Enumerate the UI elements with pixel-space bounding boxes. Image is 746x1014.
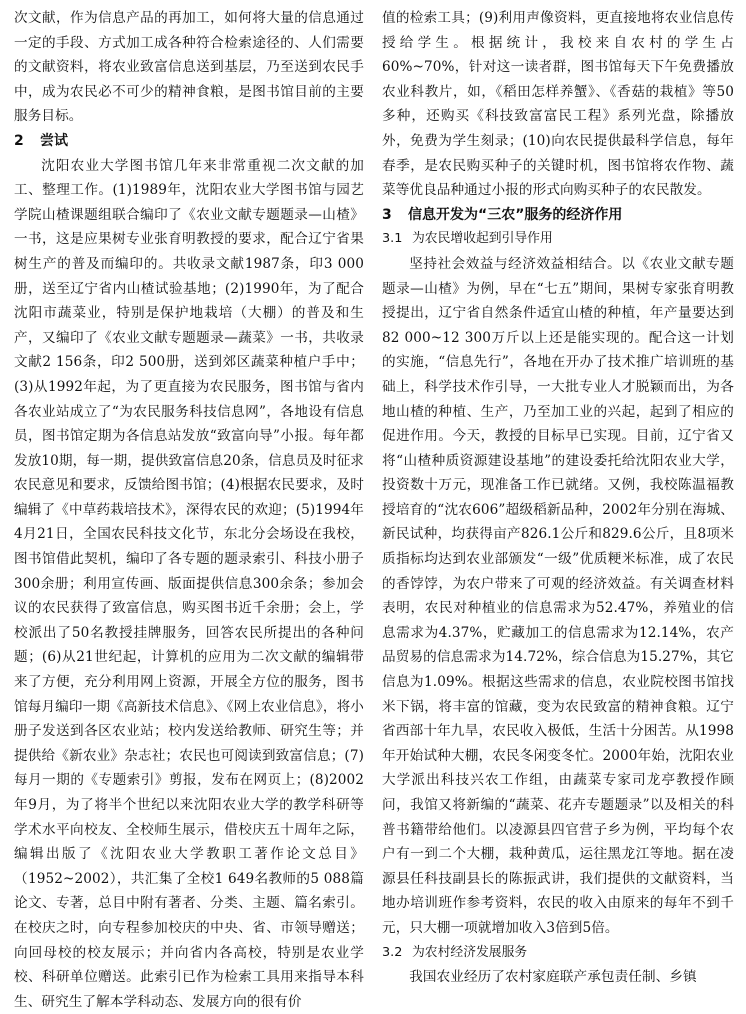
subsection-title: 为农村经济发展服务 (412, 944, 528, 960)
section-2-paragraph: 沈阳农业大学图书馆几年来非常重视二次文献的加工、整理工作。(1)1989年，沈阳农业大学图书馆与园艺学院山楂课题组联合编印了《农业文献专题题录—山楂》一书，这是应果树专业张育明教授的要求，配合辽宁省果树生产的普及而编印的。共收录文献1987条，印3 000册，送至辽宁省内山楂试验基地；(2)1990年，为了配合沈阳市蔬菜业，特别是保护地栽培（大棚）的普及和生产，又编印了《农业文献专题题录—蔬菜》一书，共收录文献2 156条，印2 500册，送到郊区蔬菜种植户手中；(3)从1992年起，为了更直接为农民服务，图书馆与省内各农业站成立了“为农民服务科技信息网”，各地设有信息员，图书馆定期为各信息站发放“致富向导”小报。每年都发放10期，每一期，提供致富信息20条，信息员及时征求农民意见和要求，反馈给图书馆；(4)根据农民要求，及时编辑了《中草药栽培技术》，深得农民的欢迎；(5)1994年4月21日，全国农民科技文化节，东北分会场设在我校，图书馆借此契机，编印了各专题的题录索引、科技小册子300余册；利用宣传画、版面提供信息300余条；参加会议的农民获得了致富信息，购买图书近千余册；会上，学校派出了50名教授挂牌服务，回答农民所提出的各种问题；(6)从21世纪起，计算机的应用为二次文献的编辑带来了方便，充分利用网上资源，开展全方位的服务，图书馆每月编印一期《高新技术信息》、《网上农业信息》，将小册子发送到各区农业站；校内发送给教师、研究生等；并提供给《新农业》杂志社；农民也可阅读到致富信息；(7)每月一期的《专题索引》剪报，发布在网页上；(8)2002年9月，为了将半个世纪以来沈阳农业大学的教学科研等学术水平向校友、全校师生展示，借校庆五十周年之际，编辑出版了《沈阳农业大学教职工著作论文总目》（1952~2002），共汇集了全校1 649名教师的5 088篇论文、专著，总目中附有著者、分类、主题、篇名索引。在校庆之时，向专程参加校庆的中央、省、市领导赠送；向回母校的校友展示；并向省内各高校，特别是农业学校、科研单位赠送。此索引已作为检索工具用来指导本科生、研究生了解本学科动态、发展方向的很有价 (14, 157, 364, 1010)
section-3-2-paragraph: 我国农业经历了农村家庭联产承包责任制、乡镇 (409, 969, 697, 986)
left-column (14, 6, 364, 1014)
subsection-number: 3.1 (382, 231, 403, 247)
section-title: 信息开发为“三农”服务的经济作用 (408, 206, 623, 223)
section-3-1-paragraph: 坚持社会效益与经济效益相结合。以《农业文献专题题录—山楂》为例，早在“七五”期间，果树专家张育明教授提出，辽宁省自然条件适宜山楂的种植，年产量要达到82 000~12 300万斤以上还是能实现的。配合这一计划的实施，“信息先行”，各地在开办了技术推广培训班的基础上，科学技术作引导，一大批专业人才脱颖而出，为各地山楂的种植、生产，乃至加工业的兴起，起到了相应的促进作用。今天，教授的目标早已实现。目前，辽宁省又将“山楂种质资源建设基地”的建设委托给沈阳农业大学，投资数十万元，现准备工作已就绪。又例，我校陈温福教授培育的“沈农606”超级稻新品种，2002年分别在海城、新民试种，均获得亩产826.1公斤和829.6公斤，且8项米质指标均达到农业部颁发“一级”优质粳米标准，成了农民的香饽饽，为农户带来了可观的经济效益。有关调查材料表明，农民对种植业的信息需求为52.47%，养殖业的信息需求为4.37%，贮藏加工的信息需求为12.14%，农产品贸易的信息需求为14.72%，综合信息为15.27%，其它信息为1.09%。根据这些需求的信息，农业院校图书馆找米下锅，将丰富的馆藏，变为农民致富的精神食粮。辽宁省西部十年九旱，农民收入极低，生活十分困苦。从1998年开始试种大棚，农民冬闲变冬忙。2000年始，沈阳农业大学派出科技兴农工作组，由蔬菜专家司龙亭教授作顾问，我馆又将新编的“蔬菜、花卉专题题录”以及相关的科普书籍带给他们。以凌源县四官营子乡为例，平均每个农户有一到二个大棚，栽种黄瓜，运往黑龙江等地。据在凌源县任科技副县长的陈振武讲，我们提供的文献资料，当地办培训班作参考资料，农民的收入由原来的每年不到千元，只大棚一项就增加收入3倍到5倍。 (382, 255, 734, 936)
subsection-title: 为农民增收起到引导作用 (412, 231, 553, 247)
section-title: 尝试 (40, 132, 68, 149)
subsection-number: 3.2 (382, 944, 403, 960)
intro-paragraph: 次文献，作为信息产品的再加工，如何将大量的信息通过一定的手段、方式加工成各种符合检索途径的、人们需要的文献资料，将农业致富信息送到基层，乃至送到农民手中，成为农民必不可少的精神食粮，是图书馆目前的主要服务目标。 (14, 10, 364, 125)
subsection-heading-3-2 (382, 941, 734, 966)
section-number: 3 (382, 206, 392, 223)
right-column (382, 6, 734, 990)
section-number: 2 (14, 132, 24, 149)
section-heading-3 (382, 203, 734, 228)
subsection-heading-3-1 (382, 227, 734, 252)
section-heading-2 (14, 129, 364, 154)
continuation-paragraph: 值的检索工具；(9)利用声像资料，更直接地将农业信息传授给学生。根据统计，我校来自农村的学生占60%~70%，针对这一读者群，图书馆每天下午免费播放农业科教片，如，《稻田怎样养蟹》、《香菇的栽植》等50多种，还购买《科技致富富民工程》系列光盘，除播放外，免费为学生刻录；(10)向农民提供最科学信息，每年春季，是农民购买种子的关键时机，图书馆将农作物、蔬菜等优良品种通过小报的形式向购买种子的农民散发。 (382, 10, 734, 199)
